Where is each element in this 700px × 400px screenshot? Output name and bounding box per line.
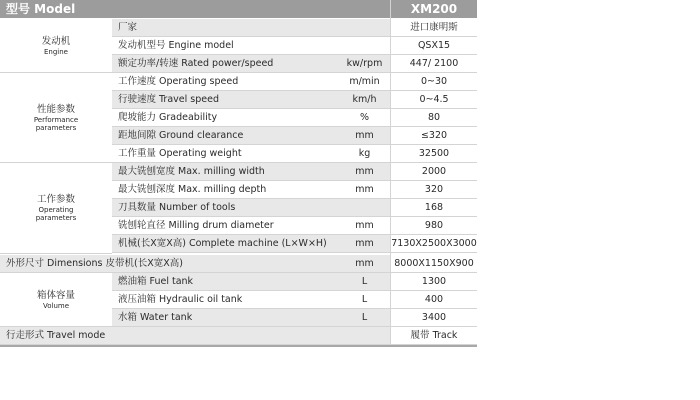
row-milling-depth [0,181,477,199]
row-value: 980 [391,217,477,235]
row-label: 额定功率/转速 Rated power/speed [112,55,339,73]
header-title: 型号 Model [0,0,390,18]
row-value: 8000X1150X900 [391,255,477,273]
row-label: 刀具数量 Number of tools [112,199,339,217]
row-water-tank [0,309,477,327]
row-operating-weight [0,145,477,163]
row-complete-machine [0,235,477,253]
row-value: 400 [391,291,477,309]
row-number-of-tools [0,199,477,217]
row-unit: L [339,309,390,327]
row-unit: kg [339,145,390,163]
row-value: 447/ 2100 [391,55,477,73]
row-label: 行驶速度 Travel speed [112,91,339,109]
row-label: 液压油箱 Hydraulic oil tank [112,291,339,309]
row-gradeability [0,109,477,127]
row-dimensions-conveyor [0,255,477,273]
row-value: 320 [391,181,477,199]
row-unit: mm [339,235,390,253]
row-unit: mm [339,163,390,181]
row-unit: L [339,273,390,291]
row-unit: mm [339,181,390,199]
row-unit: m/min [339,73,390,91]
row-value: 履带 Track [391,327,477,345]
row-unit [339,37,390,55]
row-value: ≤320 [391,127,477,145]
table-bottom-rule [0,345,477,347]
row-label: 工作速度 Operating speed [112,73,339,91]
row-milling-width [0,163,477,181]
row-label: 工作重量 Operating weight [112,145,339,163]
row-value: 168 [391,199,477,217]
row-label: 燃油箱 Fuel tank [112,273,339,291]
row-value: 0~4.5 [391,91,477,109]
row-value: 32500 [391,145,477,163]
row-unit: km/h [339,91,390,109]
row-rated-power [0,55,477,73]
row-value: 7130X2500X3000 [391,235,477,253]
row-unit: mm [339,217,390,235]
row-value: 3400 [391,309,477,327]
row-value: 进口康明斯 [391,19,477,37]
row-value: 2000 [391,163,477,181]
row-label: 外形尺寸 Dimensions 皮带机(长X宽X高) [0,255,339,273]
row-value: 1300 [391,273,477,291]
row-label: 铣刨轮直径 Milling drum diameter [112,217,339,235]
row-label: 爬坡能力 Gradeability [112,109,339,127]
row-unit [339,19,390,37]
row-fuel-tank [0,273,477,291]
row-drum-diameter [0,217,477,235]
row-engine-model [0,37,477,55]
row-travel-mode [0,327,477,345]
row-ground-clearance [0,127,477,145]
row-label: 最大铣刨宽度 Max. milling width [112,163,339,181]
group-performance-cn: 性能参数 [36,103,75,115]
row-manufacturer [0,19,477,37]
row-unit: L [339,291,390,309]
group-working-cn: 工作参数 [36,194,75,205]
column-divider [390,0,391,347]
row-label: 距地间隙 Ground clearance [112,127,339,145]
row-unit: mm [339,255,390,273]
row-travel-speed [0,91,477,109]
row-unit: mm [339,127,390,145]
row-label: 最大铣刨深度 Max. milling depth [112,181,339,199]
group-engine-cn: 发动机 [41,35,71,47]
row-value: 0~30 [391,73,477,91]
group-performance-en: Performance parameters [33,115,79,132]
row-unit: % [339,109,390,127]
row-value: 80 [391,109,477,127]
row-operating-speed [0,73,477,91]
row-unit [339,199,390,217]
row-label: 行走形式 Travel mode [0,327,390,345]
header-model: XM200 [391,0,477,18]
row-label: 厂家 [112,19,339,37]
row-label: 机械(长X宽X高) Complete machine (L×W×H) [112,235,339,253]
row-label: 水箱 Water tank [112,309,339,327]
row-hydraulic-tank [0,291,477,309]
group-tank-en: Volume [42,301,70,310]
group-tank-cn: 箱体容量 [36,289,75,301]
row-unit: kw/rpm [339,55,390,73]
row-value: QSX15 [391,37,477,55]
group-working-en: Operating parameters [35,206,77,222]
group-engine-en: Engine [44,47,68,56]
row-label: 发动机型号 Engine model [112,37,339,55]
